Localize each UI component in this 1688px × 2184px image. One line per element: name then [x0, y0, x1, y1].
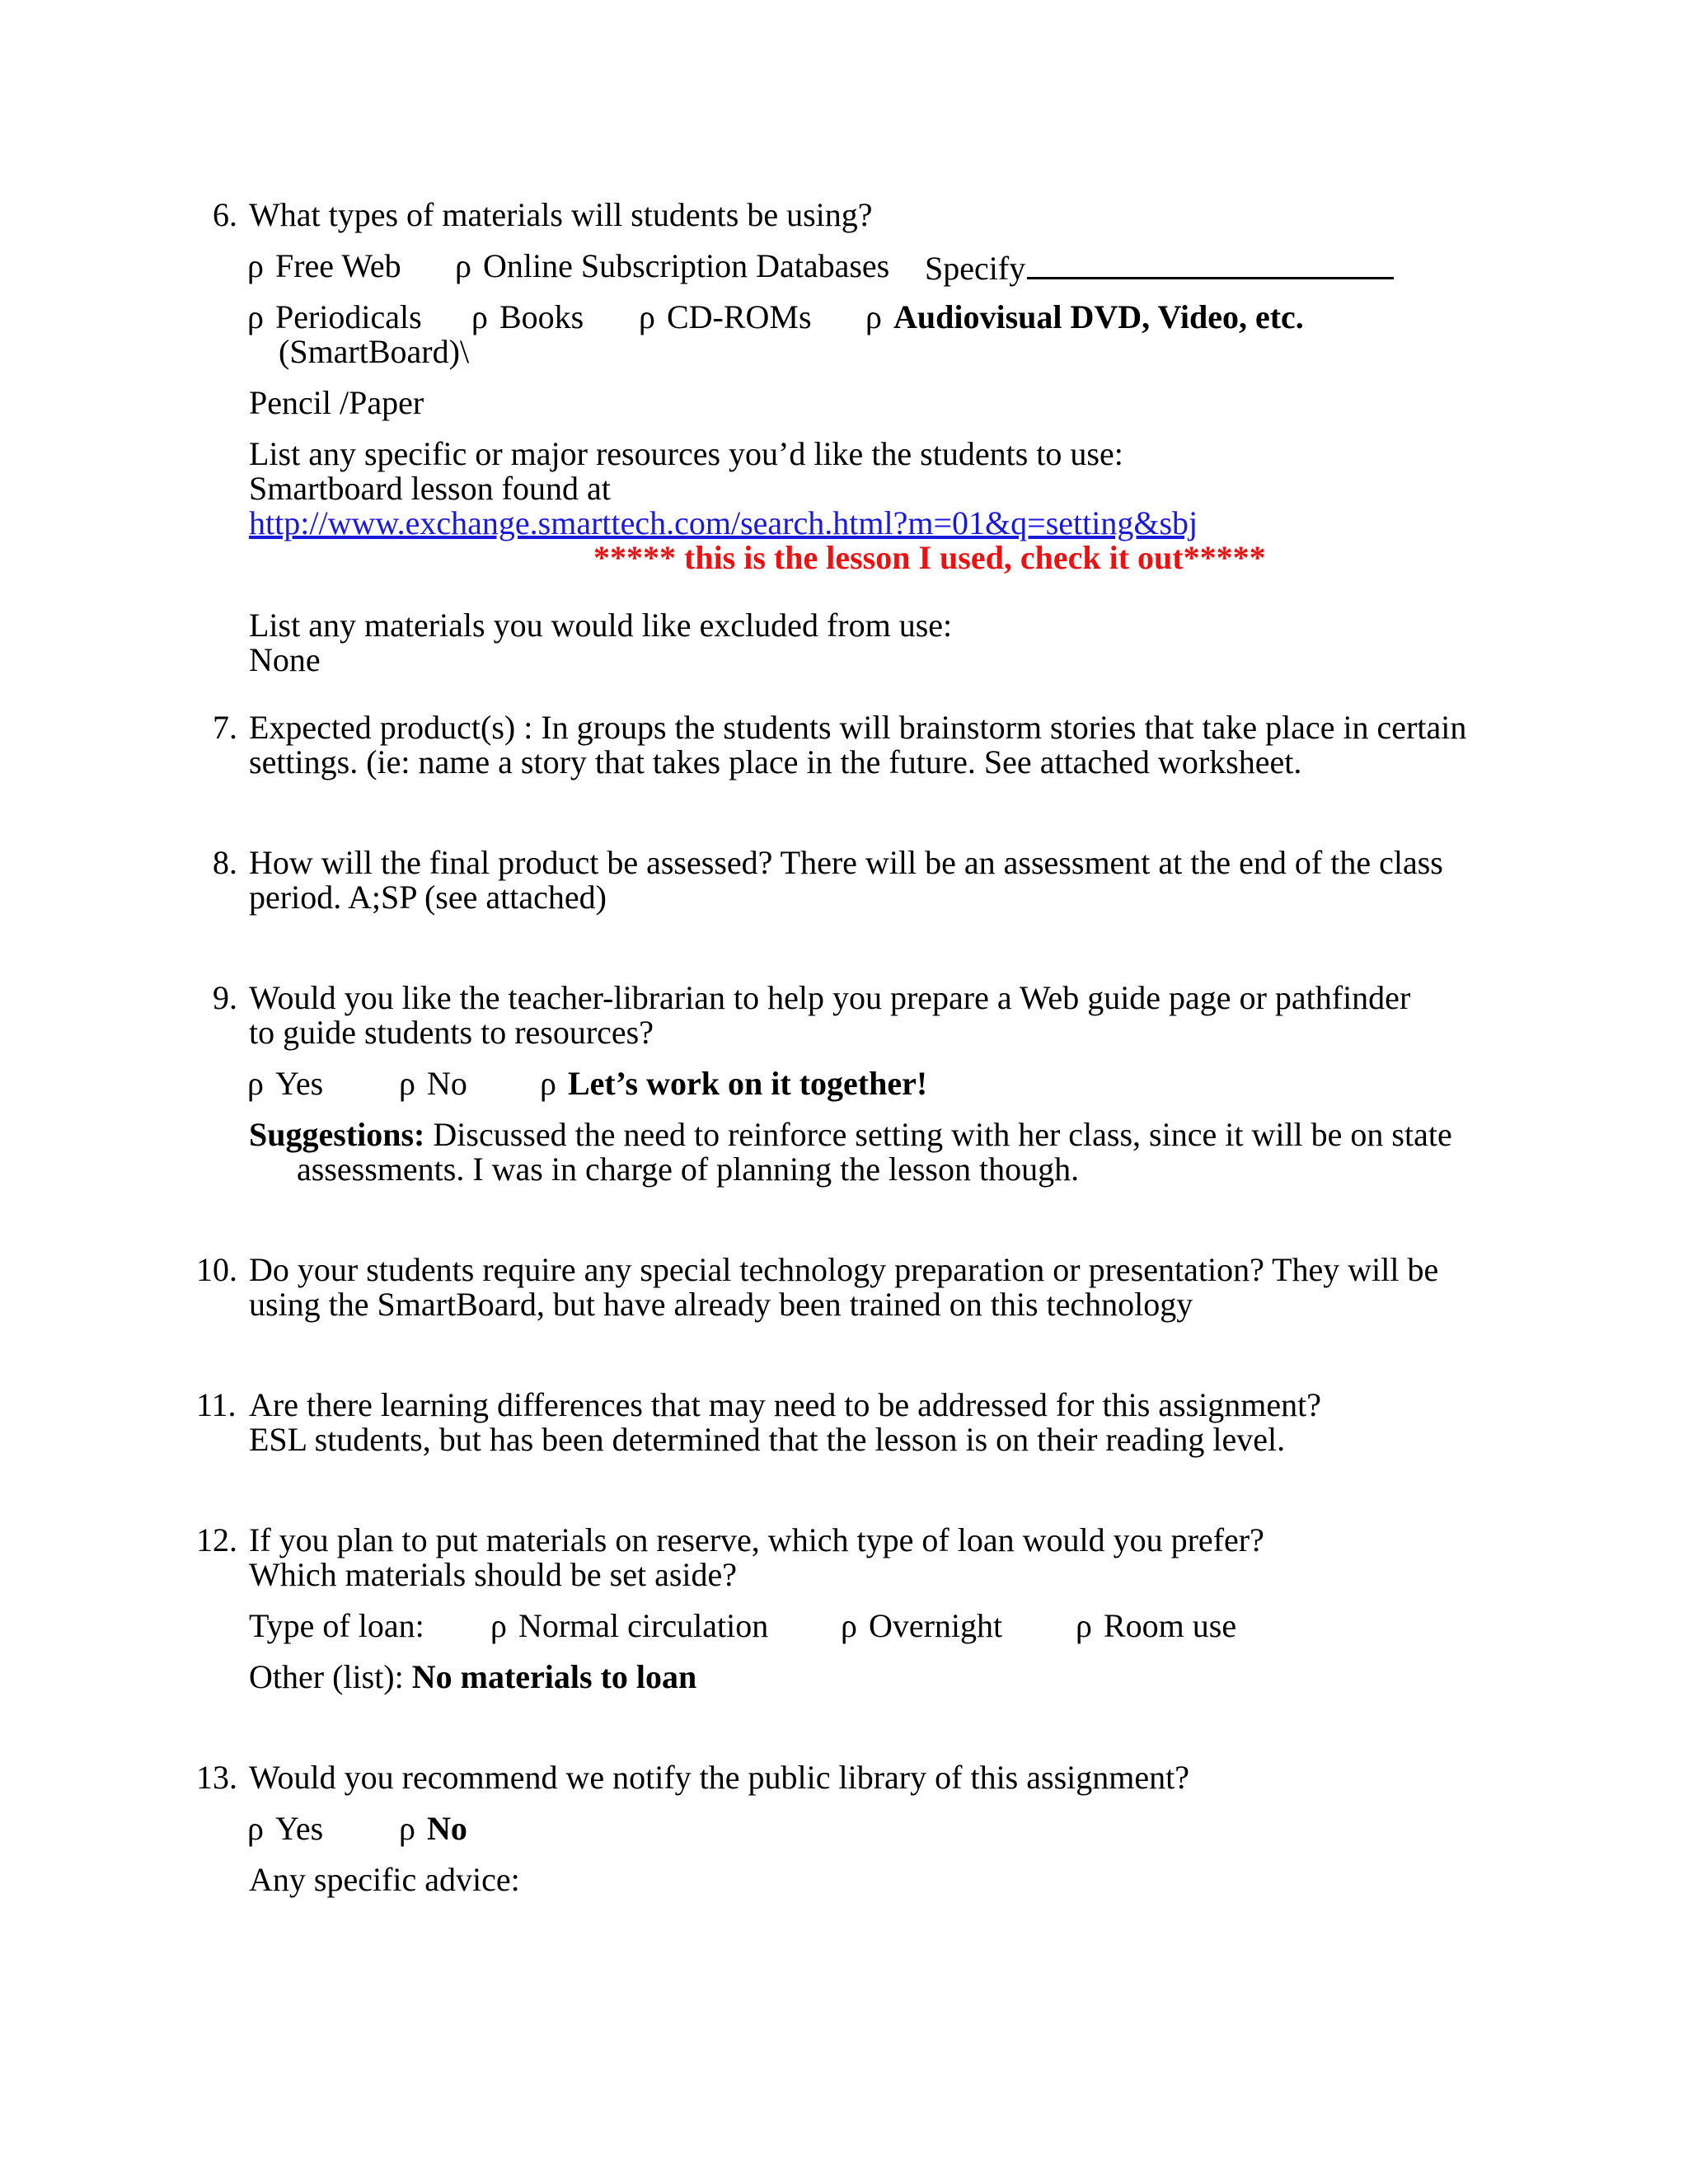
question-11-number: 11.	[196, 1386, 237, 1423]
checkbox-icon: ρ	[1076, 1607, 1092, 1644]
question-11-line1: Are there learning differences that may need to be addressed for this assignment?	[249, 1386, 1321, 1423]
advice-label: Any specific advice:	[249, 1861, 520, 1898]
option-free-web[interactable]	[247, 249, 401, 284]
option-no[interactable]	[399, 1066, 467, 1101]
option-work-together-selected[interactable]	[540, 1066, 927, 1101]
option-yes[interactable]	[247, 1066, 323, 1101]
question-8-number: 8.	[213, 844, 237, 881]
question-10-number: 10.	[196, 1251, 237, 1288]
checkbox-icon: ρ	[455, 247, 471, 284]
option-label: Periodicals	[274, 298, 422, 335]
checkbox-icon: ρ	[247, 247, 264, 284]
pencil-paper-text: Pencil /Paper	[249, 384, 424, 421]
other-list-label: Other (list):	[249, 1658, 404, 1695]
question-7-number: 7.	[213, 709, 237, 746]
option-label: Yes	[274, 1810, 324, 1847]
question-9-line1: Would you like the teacher-librarian to help you prepare a Web guide page or pathfinder	[249, 979, 1411, 1016]
option-normal-circulation[interactable]	[490, 1609, 768, 1643]
option-label: Overnight	[868, 1607, 1003, 1644]
excluded-prompt: List any materials you would like excluded from use:	[249, 607, 953, 644]
option-cd-roms[interactable]	[639, 300, 812, 335]
option-label: Online Subscription Databases	[482, 247, 890, 284]
question-10-line1: Do your students require any special technology preparation or presentation? They will be	[249, 1251, 1439, 1288]
smartboard-note: (SmartBoard)\	[279, 333, 470, 370]
option-books[interactable]	[471, 300, 584, 335]
option-label: No	[426, 1810, 467, 1847]
resources-prompt: List any specific or major resources you’d like the students to use:	[249, 435, 1123, 472]
option-online-databases[interactable]	[455, 249, 889, 284]
question-8-line1: How will the final product be assessed? There will be an assessment at the end of the class	[249, 844, 1443, 881]
question-12-line2: Which materials should be set aside?	[249, 1556, 738, 1593]
checkbox-icon: ρ	[399, 1065, 415, 1102]
resources-answer: Smartboard lesson found at	[249, 470, 611, 507]
question-6-number: 6.	[213, 196, 237, 233]
checkbox-icon: ρ	[490, 1607, 507, 1644]
option-label: Let’s work on it together!	[567, 1065, 928, 1102]
checkbox-icon: ρ	[471, 298, 488, 335]
question-12-line1: If you plan to put materials on reserve, which type of loan would you prefer?	[249, 1521, 1264, 1558]
question-8-line2: period. A;SP (see attached)	[249, 879, 607, 916]
question-9-line2: to guide students to resources?	[249, 1014, 654, 1051]
checkbox-icon: ρ	[247, 1065, 264, 1102]
specify-blank-line	[1027, 249, 1394, 279]
suggestions-line2: assessments. I was in charge of planning the lesson though.	[297, 1151, 1080, 1188]
option-label: Audiovisual DVD, Video, etc.	[893, 298, 1304, 335]
checkbox-icon: ρ	[865, 298, 882, 335]
option-audiovisual-selected[interactable]	[865, 300, 1304, 335]
checkbox-icon: ρ	[841, 1607, 857, 1644]
option-label: Free Web	[274, 247, 401, 284]
question-11-line2: ESL students, but has been determined that the lesson is on their reading level.	[249, 1421, 1286, 1458]
question-13-text: Would you recommend we notify the public library of this assignment?	[249, 1759, 1189, 1796]
specify-field[interactable]	[925, 249, 1394, 286]
option-periodicals[interactable]	[247, 300, 422, 335]
loan-type-label: Type of loan:	[249, 1607, 424, 1644]
resources-note: ***** this is the lesson I used, check it out*****	[593, 539, 1266, 576]
suggestions-label: Suggestions:	[249, 1116, 425, 1153]
question-9-number: 9.	[213, 979, 237, 1016]
checkbox-icon: ρ	[540, 1065, 556, 1102]
suggestions-text: Discussed the need to reinforce setting with her class, since it will be on state	[433, 1116, 1452, 1153]
question-7-line1: Expected product(s) : In groups the students will brainstorm stories that take place in certain	[249, 709, 1467, 746]
option-overnight[interactable]	[841, 1609, 1002, 1643]
option-room-use[interactable]	[1076, 1609, 1236, 1643]
option-label: Books	[499, 298, 584, 335]
option-label: Normal circulation	[518, 1607, 769, 1644]
option-label: Room use	[1103, 1607, 1237, 1644]
suggestions-line1	[249, 1118, 1452, 1152]
option-label: No	[426, 1065, 467, 1102]
option-yes[interactable]	[247, 1811, 323, 1846]
checkbox-icon: ρ	[247, 1810, 264, 1847]
other-list-line	[249, 1660, 696, 1694]
checkbox-icon: ρ	[639, 298, 655, 335]
question-7-line2: settings. (ie: name a story that takes place in the future. See attached worksheet.	[249, 743, 1302, 780]
other-list-answer: No materials to loan	[411, 1658, 697, 1695]
option-no-selected[interactable]	[399, 1811, 467, 1846]
resources-link[interactable]: http://www.exchange.smarttech.com/search.html?m=01&q=setting&sbj	[249, 504, 1198, 541]
question-6-text: What types of materials will students be using?	[249, 196, 873, 233]
checkbox-icon: ρ	[247, 298, 264, 335]
specify-label: Specify	[925, 250, 1026, 287]
checkbox-icon: ρ	[399, 1810, 415, 1847]
option-label: CD-ROMs	[666, 298, 812, 335]
excluded-answer: None	[249, 641, 321, 678]
option-label: Yes	[274, 1065, 324, 1102]
question-13-number: 13.	[196, 1759, 237, 1796]
question-12-number: 12.	[196, 1521, 237, 1558]
question-10-line2: using the SmartBoard, but have already been trained on this technology	[249, 1286, 1193, 1323]
